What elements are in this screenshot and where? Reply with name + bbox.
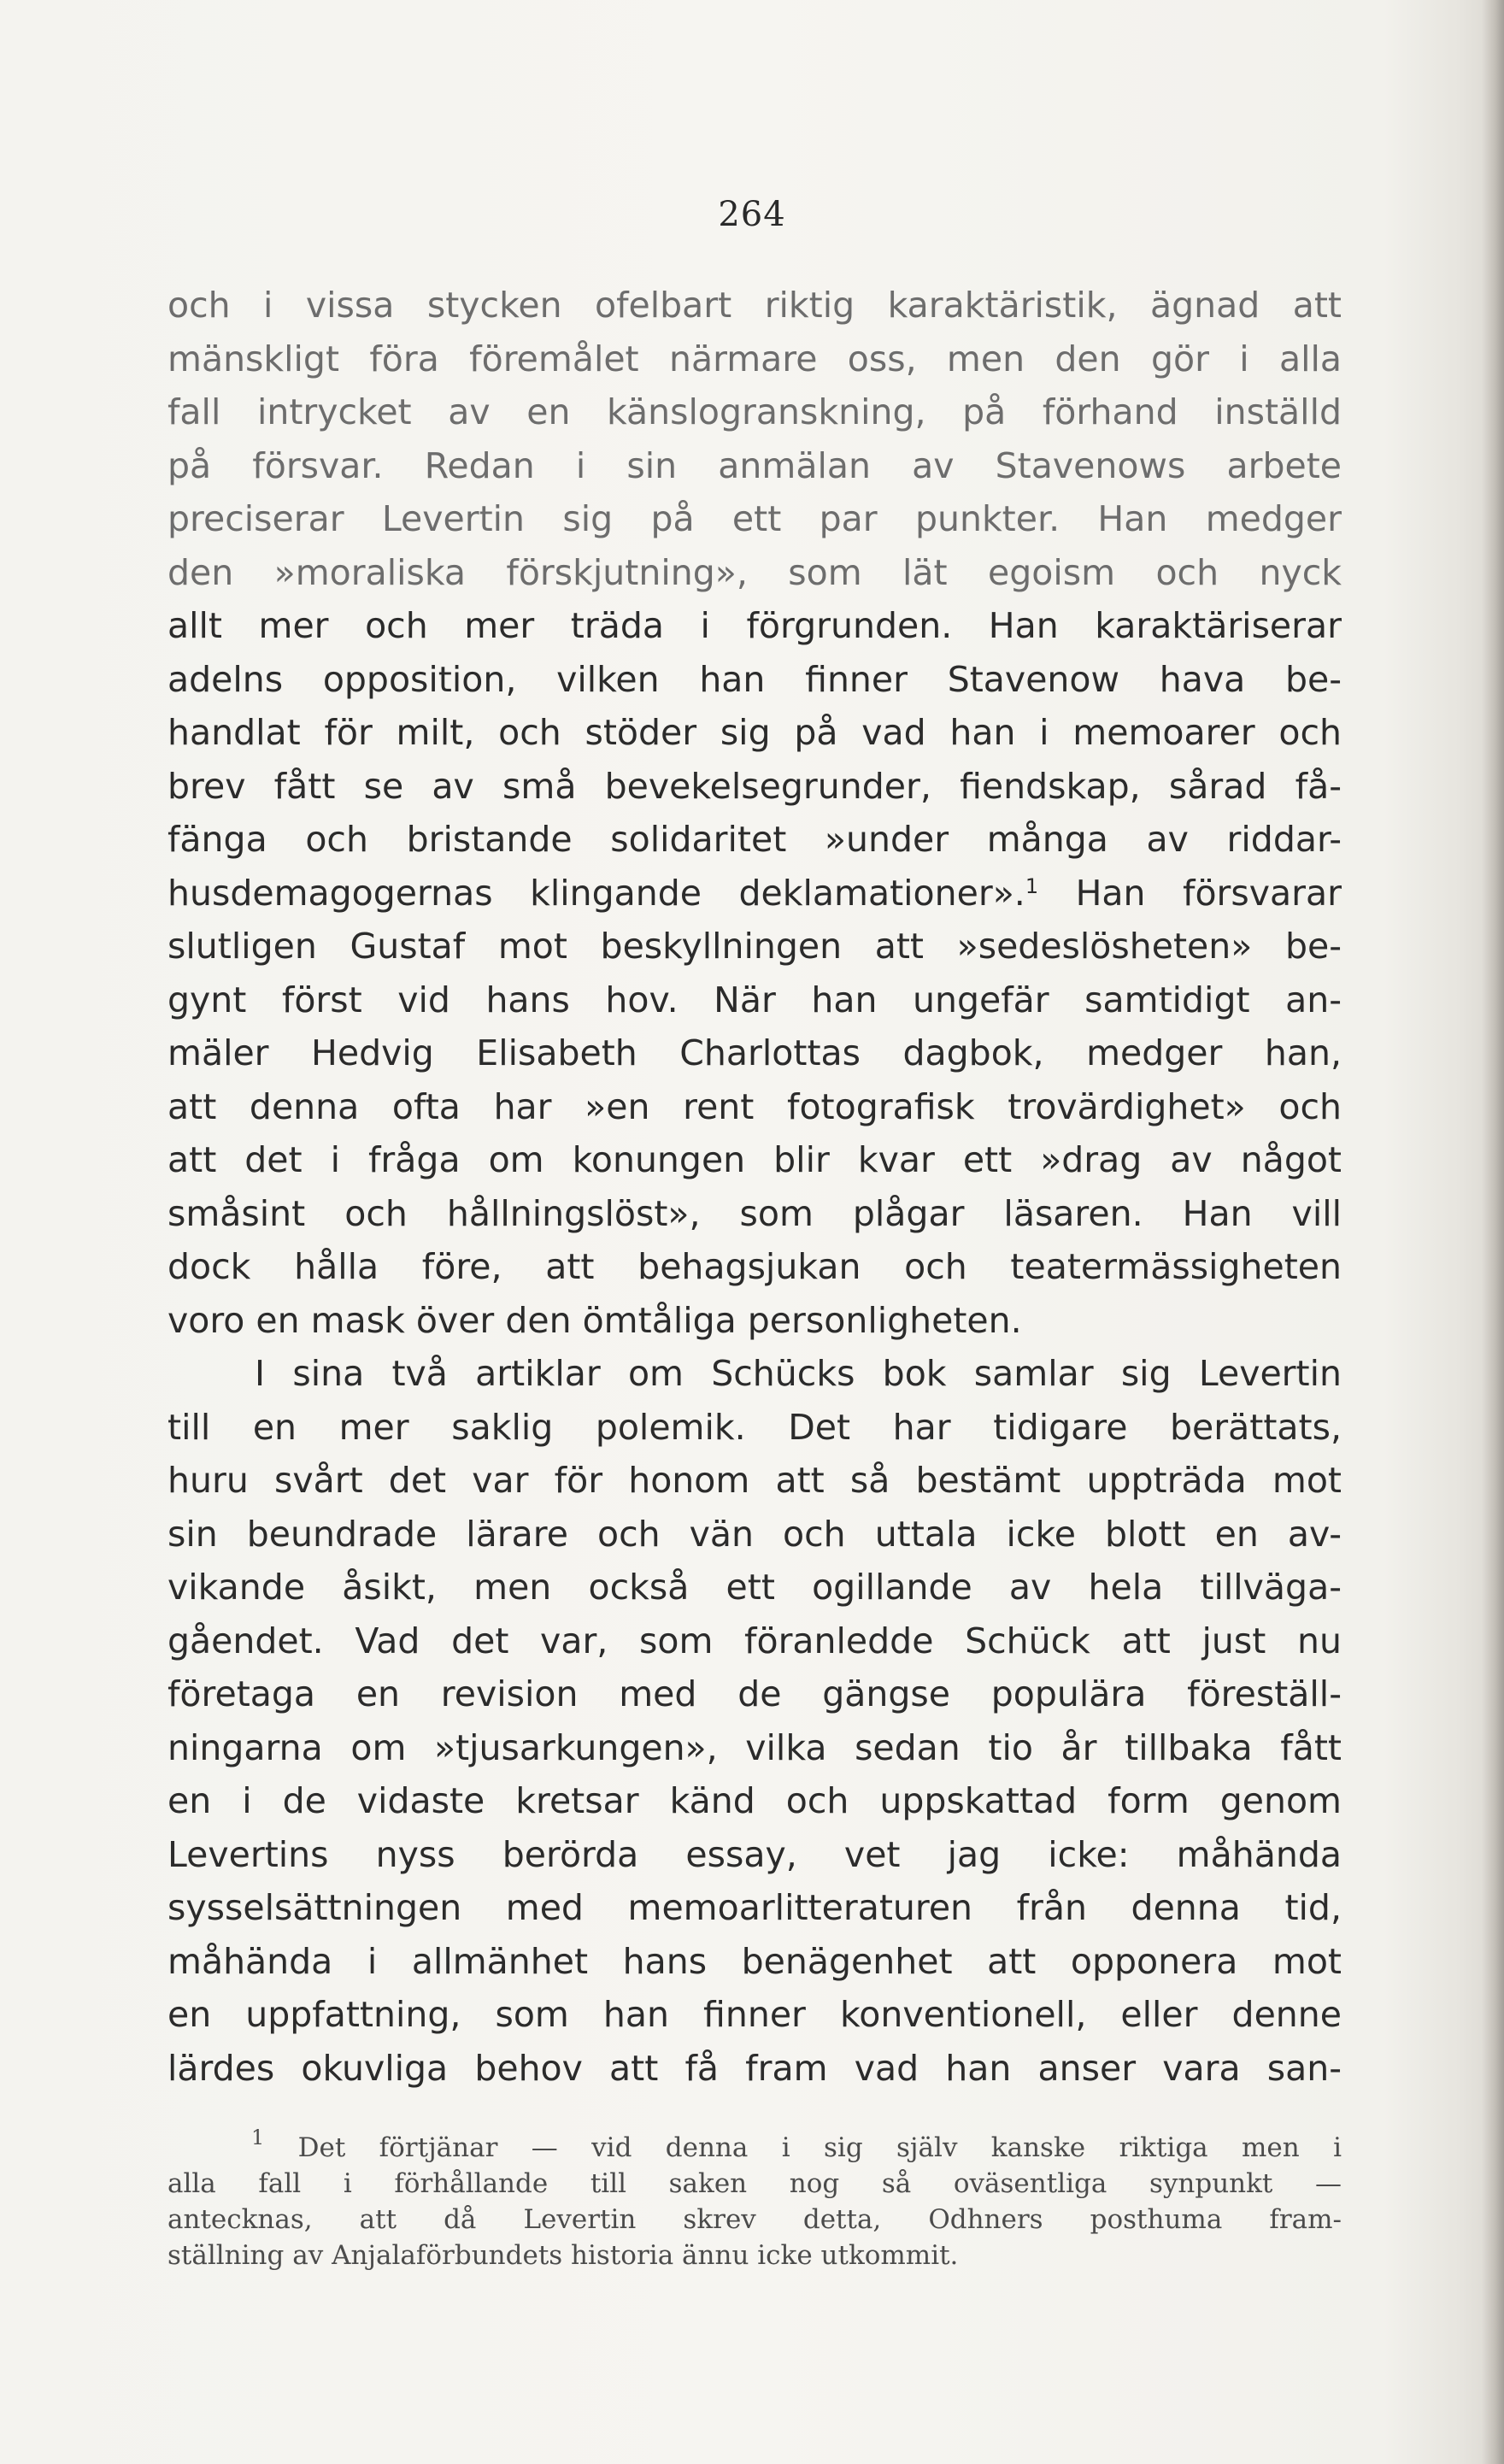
text-line: gåendet. Vad det var, som föranledde Schück att just nu [167,1620,1342,1661]
body-text [167,279,1342,2095]
text-line: voro en mask över den ömtåliga personligheten. [167,1299,1022,1341]
text-line: preciserar Levertin sig på ett par punkter. Han medger [167,498,1342,539]
footnote [167,2126,1342,2273]
text-line: småsint och hållningslöst», som plågar läsaren. Han vill [167,1192,1342,1234]
text-line: mäler Hedvig Elisabeth Charlottas dagbok, medger han, [167,1032,1342,1073]
text-line: adelns opposition, vilken han finner Stavenow hava be- [167,658,1342,700]
text-line: Levertins nyss berörda essay, vet jag icke: måhända [167,1833,1342,1875]
footnote-line [167,2126,1342,2166]
text-line: slutligen Gustaf mot beskyllningen att »sedeslösheten» be- [167,926,1342,967]
text-line: den »moraliska förskjutning», som lät egoism och nyck [167,551,1342,593]
footnote-reference: 1 [1025,873,1039,898]
text-line: företaga en revision med de gängse populära föreställ- [167,1673,1342,1714]
footnote-marker: 1 [251,2126,265,2149]
text-line: att det i fråga om konungen blir kvar ett »drag av något [167,1139,1342,1180]
text-line: lärdes okuvliga behov att få fram vad han anser vara san- [167,2047,1342,2089]
text-line: gynt först vid hans hov. När han ungefär samtidigt an- [167,979,1342,1020]
text-line: en uppfattning, som han finner konventionell, eller denne [167,1994,1342,2035]
text-line: vikande åsikt, men också ett ogillande av hela tillväga- [167,1567,1342,1608]
text-line: sin beundrade lärare och vän och uttala icke blott en av- [167,1513,1342,1555]
text-line: huru svårt det var för honom att så bestämt uppträda mot [167,1460,1342,1501]
text-line-head: husdemagogernas klingande deklamationer». [167,872,1025,914]
text-line: mänskligt föra föremålet närmare oss, men den gör i alla [167,338,1342,379]
footnote-line: alla fall i förhållande till saken nog så oväsentliga synpunkt — [167,2168,1342,2199]
footnote-line: antecknas, att då Levertin skrev detta, Odhners posthuma fram- [167,2204,1342,2235]
text-line-with-footnote [167,867,1342,920]
page-edge-shadow [1482,0,1504,2464]
footnote-line-text: Det förtjänar — vid denna i sig själv kanske riktiga men i [297,2132,1342,2163]
text-line: fall intrycket av en känslogranskning, på förhand inställd [167,391,1342,432]
text-line: handlat för milt, och stöder sig på vad han i memoarer och [167,712,1342,753]
text-line: brev fått se av små bevekelsegrunder, fiendskap, sårad få- [167,765,1342,807]
page-number: 264 [718,195,786,234]
text-line: dock hålla före, att behagsjukan och teatermässigheten [167,1246,1342,1287]
footnote-line: ställning av Anjalaförbundets historia ännu icke utkommit. [167,2240,959,2271]
text-line: sysselsättningen med memoarlitteraturen från denna tid, [167,1887,1342,1928]
text-line-tail: Han försvarar [1038,872,1342,914]
text-line: måhända i allmänhet hans benägenhet att opponera mot [167,1940,1342,1982]
text-line: fänga och bristande solidaritet »under många av riddar- [167,819,1342,860]
text-line: ningarna om »tjusarkungen», vilka sedan tio år tillbaka fått [167,1726,1342,1768]
text-line: att denna ofta har »en rent fotografisk trovärdighet» och [167,1085,1342,1127]
text-line: I sina två artiklar om Schücks bok samlar sig Levertin [255,1353,1342,1394]
text-line: till en mer saklig polemik. Det har tidigare berättats, [167,1406,1342,1448]
text-line: en i de vidaste kretsar känd och uppskattad form genom [167,1780,1342,1821]
text-line: på försvar. Redan i sin anmälan av Stavenows arbete [167,444,1342,486]
text-line: och i vissa stycken ofelbart riktig karaktäristik, ägnad att [167,285,1342,326]
text-line: allt mer och mer träda i förgrunden. Han karaktäriserar [167,605,1342,646]
